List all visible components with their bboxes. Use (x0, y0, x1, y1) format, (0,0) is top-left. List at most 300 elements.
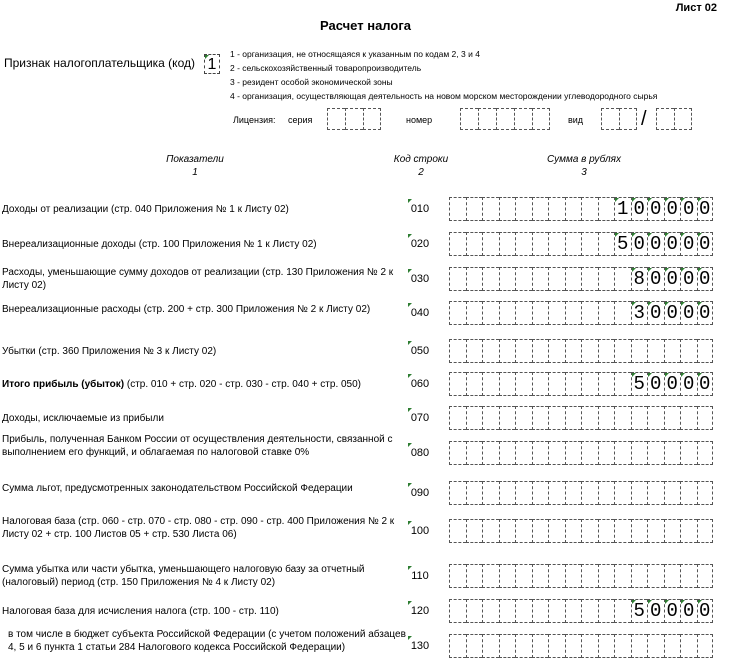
corner-mark-icon (408, 521, 412, 525)
amount-digit-cell[interactable] (482, 519, 499, 543)
amount-digit-cell[interactable] (581, 519, 598, 543)
amount-digit-cell[interactable] (499, 372, 516, 396)
amount-digit-cell[interactable] (449, 441, 466, 465)
amount-digit-cell[interactable] (565, 372, 582, 396)
amount-digit-cell[interactable] (631, 599, 648, 623)
amount-digit-cell[interactable] (515, 232, 532, 256)
amount-digit-cell[interactable] (449, 372, 466, 396)
amount-digit-cell[interactable] (449, 599, 466, 623)
amount-digit-cell[interactable] (581, 339, 598, 363)
amount-digit: 0 (633, 233, 645, 255)
amount-digit-cell[interactable] (499, 267, 516, 291)
amount-digit-cell[interactable] (664, 564, 681, 588)
row-code (408, 605, 432, 617)
amount-digit: 0 (666, 268, 678, 290)
amount-digit-cell[interactable] (647, 406, 664, 430)
row-code-value: 020 (410, 238, 430, 250)
amount-digit-cell[interactable] (532, 481, 549, 505)
amount-digit-cell[interactable] (664, 339, 681, 363)
amount-digit-cell[interactable] (664, 599, 681, 623)
amount-digit-cell[interactable] (565, 267, 582, 291)
amount-digit-cell[interactable] (532, 372, 549, 396)
amount-digit-cell[interactable] (581, 301, 598, 325)
amount-digit-cell[interactable] (680, 301, 697, 325)
amount-digit-cell[interactable] (614, 599, 631, 623)
amount-digit-cell[interactable] (482, 372, 499, 396)
amount-digit-cell[interactable] (548, 339, 565, 363)
amount-digit: 0 (699, 373, 711, 395)
amount-digit-cell[interactable] (680, 441, 697, 465)
amount-digit-cell[interactable] (631, 481, 648, 505)
amount-digit-cell[interactable] (697, 406, 714, 430)
row-code-value: 120 (410, 605, 430, 617)
column-header-number: 3 (581, 167, 587, 178)
amount-digit-cell[interactable] (664, 232, 681, 256)
amount-digit-cell[interactable] (532, 232, 549, 256)
amount-digit-cell[interactable] (697, 267, 714, 291)
amount-digit-cell[interactable] (466, 634, 483, 658)
amount-digit-cell[interactable] (664, 301, 681, 325)
license-number-label: номер (406, 115, 433, 125)
amount-digit-cell[interactable] (631, 267, 648, 291)
row-label (2, 433, 400, 459)
amount-digit-cell[interactable] (565, 599, 582, 623)
amount-digit-cell[interactable] (499, 564, 516, 588)
row-label-bold: Итого прибыль (убыток) (2, 379, 125, 390)
license-number-field[interactable] (460, 108, 550, 130)
amount-digit-cell[interactable] (499, 599, 516, 623)
amount-digit-cell[interactable] (532, 599, 549, 623)
amount-digit: 0 (650, 233, 662, 255)
amount-digit-cell[interactable] (631, 406, 648, 430)
amount-digit-cell[interactable] (647, 564, 664, 588)
amount-digit-cell[interactable] (515, 599, 532, 623)
amount-digit-cell[interactable] (515, 519, 532, 543)
amount-digit-cell[interactable] (647, 519, 664, 543)
corner-mark-icon (408, 483, 412, 487)
row-label (2, 378, 400, 391)
amount-digit-cell[interactable] (466, 301, 483, 325)
amount-digit-cell[interactable] (680, 197, 697, 221)
column-header-amount (528, 153, 640, 179)
amount-digit-cell[interactable] (680, 406, 697, 430)
amount-digit-cell[interactable] (548, 599, 565, 623)
amount-digit-cell[interactable] (680, 267, 697, 291)
corner-mark-icon (615, 233, 619, 237)
amount-digit-cell[interactable] (697, 232, 714, 256)
amount-digit-cell[interactable] (499, 197, 516, 221)
amount-field-060[interactable] (449, 372, 713, 396)
amount-digit-cell[interactable] (565, 519, 582, 543)
amount-digit: 5 (633, 600, 645, 622)
amount-digit-cell[interactable] (614, 519, 631, 543)
amount-digit-cell[interactable] (598, 406, 615, 430)
amount-digit-cell[interactable] (697, 599, 714, 623)
amount-digit-cell[interactable] (565, 564, 582, 588)
amount-digit-cell[interactable] (532, 267, 549, 291)
amount-digit-cell[interactable] (581, 599, 598, 623)
amount-digit-cell[interactable] (565, 197, 582, 221)
amount-digit-cell[interactable] (482, 267, 499, 291)
amount-digit-cell[interactable] (581, 481, 598, 505)
amount-digit-cell[interactable] (449, 301, 466, 325)
amount-digit-cell[interactable] (647, 441, 664, 465)
row-code (408, 447, 432, 459)
amount-digit-cell[interactable] (697, 372, 714, 396)
amount-digit-cell[interactable] (548, 232, 565, 256)
row-code (408, 238, 432, 250)
amount-digit-cell[interactable] (466, 267, 483, 291)
amount-digit-cell[interactable] (680, 634, 697, 658)
amount-digit-cell[interactable] (466, 564, 483, 588)
amount-digit: 3 (633, 302, 645, 324)
amount-field-080[interactable] (449, 441, 713, 465)
amount-digit-cell[interactable] (614, 481, 631, 505)
amount-digit-cell[interactable] (598, 267, 615, 291)
amount-field-070[interactable] (449, 406, 713, 430)
amount-digit-cell[interactable] (515, 267, 532, 291)
row-label (2, 412, 400, 425)
taxpayer-code-legend (230, 47, 657, 103)
amount-digit-cell[interactable] (697, 634, 714, 658)
amount-digit-cell[interactable] (532, 406, 549, 430)
amount-digit-cell[interactable] (697, 339, 714, 363)
amount-digit-cell[interactable] (581, 441, 598, 465)
amount-digit-cell[interactable] (499, 481, 516, 505)
amount-digit-cell[interactable] (482, 232, 499, 256)
amount-digit-cell[interactable] (548, 481, 565, 505)
amount-digit-cell[interactable] (581, 197, 598, 221)
amount-digit-cell[interactable] (631, 441, 648, 465)
amount-digit-cell[interactable] (466, 441, 483, 465)
amount-digit-cell[interactable] (581, 267, 598, 291)
amount-digit-cell[interactable] (548, 441, 565, 465)
amount-digit-cell[interactable] (631, 197, 648, 221)
amount-digit-cell[interactable] (548, 519, 565, 543)
corner-mark-icon (698, 600, 702, 604)
amount-digit-cell[interactable] (581, 232, 598, 256)
corner-mark-icon (632, 198, 636, 202)
amount-digit-cell[interactable] (581, 406, 598, 430)
taxpayer-code-value: 1 (207, 56, 217, 73)
row-code (408, 307, 432, 319)
amount-digit-cell[interactable] (614, 441, 631, 465)
amount-field-040[interactable] (449, 301, 713, 325)
license-kind-field-1[interactable] (601, 108, 637, 130)
corner-mark-icon (632, 302, 636, 306)
amount-digit-cell[interactable] (664, 519, 681, 543)
license-kind-separator: / (641, 108, 647, 130)
amount-digit-cell[interactable] (697, 301, 714, 325)
amount-digit-cell[interactable] (482, 339, 499, 363)
row-code (408, 273, 432, 285)
amount-digit-cell[interactable] (598, 481, 615, 505)
row-label (2, 203, 400, 216)
amount-digit-cell[interactable] (647, 197, 664, 221)
amount-digit-cell[interactable] (449, 197, 466, 221)
amount-digit-cell[interactable] (565, 406, 582, 430)
amount-digit-cell[interactable] (449, 564, 466, 588)
amount-digit-cell[interactable] (581, 634, 598, 658)
license-series-field[interactable] (327, 108, 381, 130)
amount-digit-cell[interactable] (631, 519, 648, 543)
amount-digit-cell[interactable] (482, 197, 499, 221)
amount-digit-cell[interactable] (664, 441, 681, 465)
amount-digit-cell[interactable] (614, 197, 631, 221)
amount-digit-cell[interactable] (664, 406, 681, 430)
amount-digit-cell[interactable] (548, 372, 565, 396)
amount-digit-cell[interactable] (647, 267, 664, 291)
amount-digit-cell[interactable] (565, 301, 582, 325)
corner-mark-icon (665, 233, 669, 237)
amount-digit-cell[interactable] (482, 564, 499, 588)
amount-digit-cell[interactable] (449, 481, 466, 505)
amount-digit-cell[interactable] (647, 372, 664, 396)
amount-digit-cell[interactable] (449, 406, 466, 430)
amount-digit-cell[interactable] (631, 372, 648, 396)
license-series-label: серия (288, 115, 313, 125)
amount-digit-cell[interactable] (598, 197, 615, 221)
amount-digit-cell[interactable] (631, 564, 648, 588)
amount-digit-cell[interactable] (532, 197, 549, 221)
amount-digit: 0 (683, 268, 695, 290)
amount-digit: 8 (633, 268, 645, 290)
amount-digit-cell[interactable] (614, 634, 631, 658)
amount-digit-cell[interactable] (466, 599, 483, 623)
amount-digit-cell[interactable] (581, 564, 598, 588)
amount-digit-cell[interactable] (466, 232, 483, 256)
amount-field-120[interactable] (449, 599, 713, 623)
legend-item: 1 - организация, не относящаяся к указанным по кодам 2, 3 и 4 (230, 49, 480, 59)
column-header-label: Код строки (393, 154, 449, 165)
amount-digit-cell[interactable] (515, 634, 532, 658)
corner-mark-icon (681, 268, 685, 272)
amount-digit-cell[interactable] (631, 301, 648, 325)
amount-digit-cell[interactable] (515, 197, 532, 221)
amount-digit-cell[interactable] (598, 301, 615, 325)
amount-digit-cell[interactable] (680, 372, 697, 396)
amount-digit-cell[interactable] (466, 339, 483, 363)
amount-digit-cell[interactable] (598, 441, 615, 465)
amount-field-090[interactable] (449, 481, 713, 505)
amount-digit-cell[interactable] (532, 441, 549, 465)
amount-digit-cell[interactable] (515, 441, 532, 465)
amount-digit-cell[interactable] (532, 564, 549, 588)
row-code-value: 130 (410, 640, 430, 652)
amount-field-050[interactable] (449, 339, 713, 363)
amount-digit: 0 (650, 198, 662, 220)
amount-digit-cell[interactable] (680, 481, 697, 505)
amount-digit-cell[interactable] (614, 301, 631, 325)
amount-digit-cell[interactable] (614, 564, 631, 588)
amount-field-030[interactable] (449, 267, 713, 291)
amount-digit-cell[interactable] (565, 441, 582, 465)
row-code-value: 010 (410, 203, 430, 215)
amount-digit-cell[interactable] (664, 634, 681, 658)
column-header-number: 1 (192, 167, 198, 178)
amount-digit-cell[interactable] (499, 232, 516, 256)
amount-digit-cell[interactable] (581, 372, 598, 396)
amount-digit-cell[interactable] (614, 232, 631, 256)
corner-mark-icon (665, 373, 669, 377)
amount-digit-cell[interactable] (482, 481, 499, 505)
amount-digit-cell[interactable] (466, 481, 483, 505)
row-code (408, 487, 432, 499)
amount-digit-cell[interactable] (532, 519, 549, 543)
amount-digit-cell[interactable] (647, 481, 664, 505)
amount-digit-cell[interactable] (515, 564, 532, 588)
amount-digit-cell[interactable] (647, 301, 664, 325)
amount-digit: 0 (683, 373, 695, 395)
amount-digit-cell[interactable] (680, 519, 697, 543)
corner-mark-icon (632, 600, 636, 604)
amount-digit-cell[interactable] (647, 339, 664, 363)
row-code (408, 203, 432, 215)
amount-digit-cell[interactable] (515, 481, 532, 505)
amount-digit-cell[interactable] (548, 197, 565, 221)
amount-digit-cell[interactable] (499, 441, 516, 465)
amount-digit-cell[interactable] (647, 634, 664, 658)
amount-digit-cell[interactable] (515, 301, 532, 325)
amount-digit-cell[interactable] (614, 339, 631, 363)
amount-digit-cell[interactable] (664, 197, 681, 221)
row-label-text: (стр. 010 + стр. 020 - стр. 030 - стр. 040 + стр. 050) (124, 379, 362, 390)
amount-digit-cell[interactable] (680, 339, 697, 363)
amount-digit-cell[interactable] (548, 406, 565, 430)
amount-field-100[interactable] (449, 519, 713, 543)
amount-digit-cell[interactable] (532, 339, 549, 363)
amount-digit-cell[interactable] (565, 339, 582, 363)
taxpayer-code-field[interactable] (204, 54, 220, 74)
amount-digit-cell[interactable] (697, 481, 714, 505)
row-code-value: 090 (410, 487, 430, 499)
amount-field-110[interactable] (449, 564, 713, 588)
amount-digit-cell[interactable] (565, 232, 582, 256)
amount-digit-cell[interactable] (565, 481, 582, 505)
column-header-number: 2 (418, 167, 424, 178)
amount-digit-cell[interactable] (598, 634, 615, 658)
amount-digit-cell[interactable] (482, 301, 499, 325)
amount-digit-cell[interactable] (598, 232, 615, 256)
amount-digit-cell[interactable] (499, 301, 516, 325)
amount-digit: 0 (699, 600, 711, 622)
amount-digit-cell[interactable] (466, 519, 483, 543)
amount-digit-cell[interactable] (631, 339, 648, 363)
amount-digit-cell[interactable] (449, 232, 466, 256)
amount-digit-cell[interactable] (466, 372, 483, 396)
row-label-text: Доходы от реализации (стр. 040 Приложения № 1 к Листу 02) (2, 204, 289, 215)
row-label-text: Налоговая база для исчисления налога (стр. 100 - стр. 110) (2, 606, 279, 617)
row-code (408, 525, 432, 537)
row-code (408, 412, 432, 424)
amount-digit-cell[interactable] (449, 339, 466, 363)
corner-mark-icon (698, 233, 702, 237)
amount-digit-cell[interactable] (697, 441, 714, 465)
amount-digit-cell[interactable] (466, 197, 483, 221)
row-code-value: 070 (410, 412, 430, 424)
row-label-text: Доходы, исключаемые из прибыли (2, 413, 164, 424)
amount-digit-cell[interactable] (664, 267, 681, 291)
amount-digit-cell[interactable] (614, 267, 631, 291)
row-label-text: Налоговая база (стр. 060 - стр. 070 - стр. 080 - стр. 090 - стр. 400 Приложения № 2 к Листу 02 + стр. 100 Листов 05 + стр. 530 Листа 06) (2, 516, 395, 540)
corner-mark-icon (648, 302, 652, 306)
row-label-text: Расходы, уменьшающие сумму доходов от реализации (стр. 130 Приложения № 2 к Листу 02) (2, 267, 394, 291)
amount-field-010[interactable] (449, 197, 713, 221)
amount-digit-cell[interactable] (614, 406, 631, 430)
page-title: Расчет налога (320, 18, 411, 33)
row-code-value: 100 (410, 525, 430, 537)
amount-digit-cell[interactable] (614, 372, 631, 396)
amount-digit-cell[interactable] (482, 634, 499, 658)
amount-digit-cell[interactable] (680, 232, 697, 256)
amount-digit-cell[interactable] (449, 519, 466, 543)
amount-digit-cell[interactable] (482, 441, 499, 465)
amount-digit-cell[interactable] (598, 339, 615, 363)
amount-digit: 0 (666, 600, 678, 622)
amount-digit-cell[interactable] (598, 372, 615, 396)
corner-mark-icon (408, 303, 412, 307)
amount-digit-cell[interactable] (515, 406, 532, 430)
corner-mark-icon (648, 233, 652, 237)
amount-digit-cell[interactable] (499, 634, 516, 658)
corner-mark-icon (408, 601, 412, 605)
corner-mark-icon (698, 302, 702, 306)
amount-digit-cell[interactable] (664, 481, 681, 505)
amount-digit-cell[interactable] (449, 267, 466, 291)
amount-digit-cell[interactable] (565, 634, 582, 658)
amount-digit-cell[interactable] (598, 564, 615, 588)
amount-digit-cell[interactable] (482, 599, 499, 623)
amount-digit-cell[interactable] (499, 339, 516, 363)
amount-digit-cell[interactable] (680, 599, 697, 623)
amount-digit-cell[interactable] (499, 519, 516, 543)
corner-mark-icon (648, 600, 652, 604)
amount-digit-cell[interactable] (515, 372, 532, 396)
amount-digit-cell[interactable] (697, 564, 714, 588)
amount-digit-cell[interactable] (532, 301, 549, 325)
amount-digit-cell[interactable] (466, 406, 483, 430)
amount-digit-cell[interactable] (598, 599, 615, 623)
amount-digit-cell[interactable] (598, 519, 615, 543)
license-kind-field-2[interactable] (656, 108, 692, 130)
amount-digit-cell[interactable] (532, 634, 549, 658)
amount-digit-cell[interactable] (515, 339, 532, 363)
amount-field-020[interactable] (449, 232, 713, 256)
amount-digit-cell[interactable] (548, 301, 565, 325)
amount-digit-cell[interactable] (631, 232, 648, 256)
amount-digit-cell[interactable] (647, 599, 664, 623)
amount-digit-cell[interactable] (664, 372, 681, 396)
amount-digit-cell[interactable] (449, 634, 466, 658)
corner-mark-icon (408, 443, 412, 447)
amount-digit-cell[interactable] (631, 634, 648, 658)
row-label (2, 266, 400, 292)
amount-digit-cell[interactable] (680, 564, 697, 588)
corner-mark-icon (665, 198, 669, 202)
amount-digit-cell[interactable] (482, 406, 499, 430)
corner-mark-icon (681, 198, 685, 202)
amount-digit-cell[interactable] (499, 406, 516, 430)
amount-digit-cell[interactable] (647, 232, 664, 256)
amount-digit-cell[interactable] (697, 519, 714, 543)
amount-digit-cell[interactable] (548, 564, 565, 588)
amount-digit-cell[interactable] (548, 267, 565, 291)
amount-digit-cell[interactable] (697, 197, 714, 221)
amount-digit: 0 (683, 233, 695, 255)
amount-digit-cell[interactable] (548, 634, 565, 658)
amount-digit: 0 (699, 233, 711, 255)
amount-field-130[interactable] (449, 634, 713, 658)
